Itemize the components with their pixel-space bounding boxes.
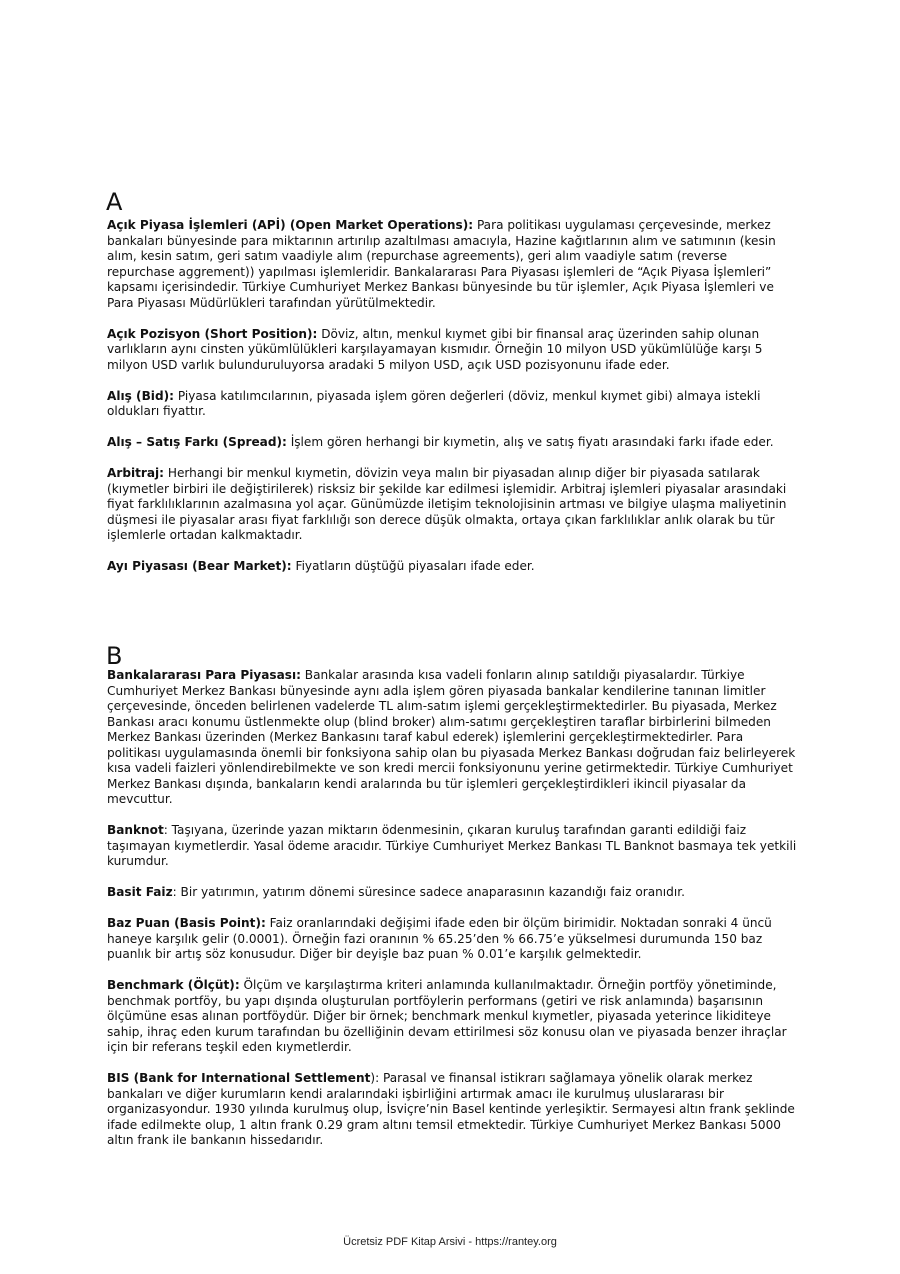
page-footer: Ücretsiz PDF Kitap Arsivi - https://rantey.org [343, 1236, 557, 1248]
section-b-entries [107, 668, 797, 1164]
entry-term: Benchmark (Ölçüt): [107, 978, 240, 992]
entry-definition: İşlem gören herhangi bir kıymetin, alış ve satış fiyatı arasındaki farkı ifade eder. [286, 435, 774, 449]
entry-term: Ayı Piyasası (Bear Market): [107, 559, 292, 573]
entry-term: Alış – Satış Farkı (Spread): [107, 435, 287, 449]
section-letter-a: A [106, 188, 123, 216]
entry-term: Basit Faiz [107, 885, 173, 899]
glossary-entry [107, 1071, 797, 1149]
section-letter-b: B [106, 642, 123, 670]
glossary-entry [107, 435, 797, 451]
entry-definition: Ölçüm ve karşılaştırma kriteri anlamında kullanılmaktadır. Örneğin portföy yönetiminde, benchmak portföy, bu yapı dışında oluşturulan portföylerin performans (getiri ve risk anlamında) başarısının ölçümüne esas alınan portföydür. Diğer bir örnek; benchmark menkul kıymetler, piyasada yeterince likiditeye sahip, ihraç eden kurum tarafından bu özelliğinin devam ettirilmesi söz konusu olan ve piyasada benzer ihraçlar için bir referans teşkil eden kıymetlerdir. [107, 978, 787, 1054]
glossary-entry [107, 916, 797, 963]
entry-definition: : Bir yatırımın, yatırım dönemi süresince sadece anaparasının kazandığı faiz oranıdır. [172, 885, 685, 899]
entry-definition: Faiz oranlarındaki değişimi ifade eden bir ölçüm birimidir. Noktadan sonraki 4 üncü haneye karşılık gelir (0.0001). Örneğin fazi oranının % 65.25’den % 66.75’e yükselmesi durumunda 150 baz puanlık bir artış söz konusudur. Diğer bir deyişle baz puan % 0.01’e karşılık gelmektedir. [107, 916, 772, 961]
entry-definition: Bankalar arasında kısa vadeli fonların alınıp satıldığı piyasalardır. Türkiye Cumhuriyet Merkez Bankası bünyesinde aynı adla işlem gören piyasada bankalar kendilerine tanınan limitler çerçevesinde, önceden belirlenen vadelerde TL alım-satım işlemi gerçekleştirmektedirler. Bu piyasada, Merkez Bankası aracı konumu üstlenmekte olup (blind broker) alım-satımı gerçekleştiren taraflar birbirlerini bilmeden Merkez Bankası üzerinden (Merkez Bankasını taraf kabul ederek) işlemlerini gerçekleştirmektedirler. Para politikası uygulamasında önemli bir fonksiyona sahip olan bu piyasada Merkez Bankası doğrudan faiz belirleyerek kısa vadeli faizleri yönlendirebilmekte ve son kredi mercii fonksiyonunu yerine getirmektedir. Türkiye Cumhuriyet Merkez Bankası dışında, bankaların kendi aralarında bu tür işlemleri gerçekleştirdikleri ikincil piyasalar da mevcuttur. [107, 668, 796, 806]
glossary-entry [107, 978, 797, 1056]
glossary-entry [107, 466, 797, 544]
entry-term: Açık Piyasa İşlemleri (APİ) (Open Market Operations): [107, 218, 474, 232]
entry-definition: : Taşıyana, üzerinde yazan miktarın ödenmesinin, çıkaran kuruluş tarafından garanti edildiği faiz taşımayan kıymetlerdir. Yasal ödeme aracıdır. Türkiye Cumhuriyet Merkez Bankası TL Banknot basmaya tek yetkili kurumdur. [107, 823, 797, 868]
entry-definition: Para politikası uygulaması çerçevesinde, merkez bankaları bünyesinde para miktarının artırılıp azaltılması amacıyla, Hazine kağıtlarının alım ve satımının (kesin alım, kesin satım, geri satım vaadiyle alım (repurchase agreements), geri alım vaadiyle satım (reverse repurchase aggrement)) yapılması işlemleridir. Bankalararası Para Piyasası işlemleri de “Açık Piyasa İşlemleri” kapsamı içerisindedir. Türkiye Cumhuriyet Merkez Bankası bünyesinde bu tür işlemler, Açık Piyasa İşlemleri ve Para Piyasası Müdürlükleri tarafından yürütülmektedir. [107, 218, 776, 310]
entry-definition: Fiyatların düştüğü piyasaları ifade eder. [291, 559, 535, 573]
entry-term: Arbitraj: [107, 466, 165, 480]
glossary-entry [107, 389, 797, 420]
entry-definition: ): Parasal ve finansal istikrarı sağlamaya yönelik olarak merkez bankaları ve diğer kurumların kendi aralarındaki işbirliğini artırmak amacı ile kurulmuş uluslararası bir organizasyondur. 1930 yılında kurulmuş olup, İsviçre’nin Basel kentinde yerleşiktir. Sermayesi altın frank şeklinde ifade edilmekte olup, 1 altın frank 0.29 gram altını temsil etmektedir. Türkiye Cumhuriyet Merkez Bankası 5000 altın frank ile bankanın hissedarıdır. [107, 1071, 795, 1147]
glossary-entry [107, 559, 797, 575]
entry-term: Açık Pozisyon (Short Position): [107, 326, 318, 341]
glossary-entry [107, 823, 797, 870]
entry-definition: Piyasa katılımcılarının, piyasada işlem gören değerleri (döviz, menkul kıymet gibi) almaya istekli oldukları fiyattır. [107, 388, 761, 418]
entry-term: Baz Puan (Basis Point): [107, 916, 266, 930]
glossary-entry [107, 327, 797, 374]
entry-term: Alış (Bid): [107, 388, 174, 403]
glossary-entry [107, 885, 797, 901]
entry-term: Bankalararası Para Piyasası: [107, 668, 301, 682]
entry-term: Banknot [107, 823, 164, 837]
glossary-entry [107, 218, 797, 311]
section-a-entries [107, 218, 797, 590]
entry-definition: Döviz, altın, menkul kıymet gibi bir finansal araç üzerinden sahip olunan varlıkların aynı cinsten yükümlülükleri karşılayamayan kısmıdır. Örneğin 10 milyon USD yükümlülüğe karşı 5 milyon USD varlık bulunduruluyorsa aradaki 5 milyon USD, açık USD pozisyonunu ifade eder. [107, 326, 763, 372]
entry-definition: Herhangi bir menkul kıymetin, dövizin veya malın bir piyasadan alınıp diğer bir piyasada satılarak (kıymetler birbiri ile değiştirilerek) risksiz bir şekilde kar edilmesi işlemidir. Arbitraj işlemleri piyasalar arasındaki fiyat farklılıklarının azalmasına yol açar. Günümüzde iletişim teknolojisinin artması ve bilgiye ulaşma maliyetinin düşmesi ile piyasalar arası fiyat farklılığı son derece düşük olmakta, ortaya çıkan farklılıklar anlık olarak bu tür işlemlerle ortadan kalkmaktadır. [107, 466, 787, 542]
glossary-entry [107, 668, 797, 808]
entry-term: BIS (Bank for International Settlement [107, 1071, 371, 1085]
